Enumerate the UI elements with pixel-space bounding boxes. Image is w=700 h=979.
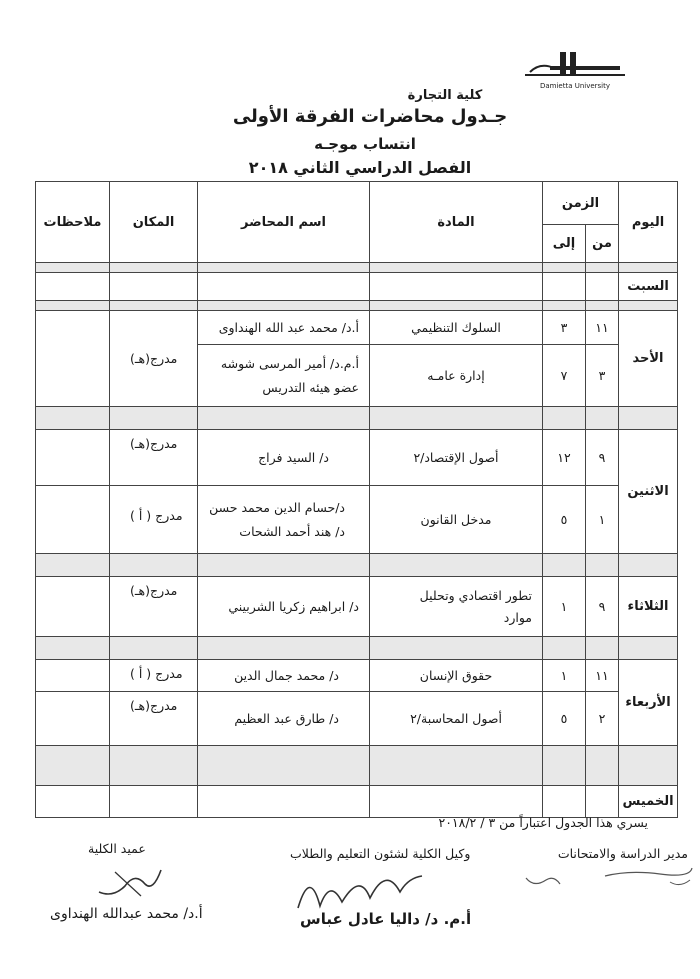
signatory-exams-director: مدير الدراسة والامتحانات: [557, 846, 688, 861]
signature-dean: [95, 862, 165, 902]
day-sunday: الأحد: [619, 311, 678, 407]
notes-cell: [36, 660, 110, 692]
lecturer-line: د/حسام الدين محمد حسن: [209, 499, 345, 515]
header-subject: المادة: [370, 182, 543, 263]
time-to: ١: [543, 577, 586, 637]
vice-dean-name: أ.م. د/ داليا عادل عباس: [300, 910, 472, 928]
faculty-name: كلية التجارة: [407, 88, 483, 103]
lecturer-cell: د/ طارق عبد العظيم: [198, 692, 370, 746]
time-from: ٩: [586, 430, 619, 486]
header-notes: ملاحظات: [36, 182, 110, 263]
row-wednesday-1: [36, 660, 678, 692]
header-lecturer: اسم المحاضر: [198, 182, 370, 263]
signatory-vice-dean: وكيل الكلية لشئون التعليم والطلاب: [290, 846, 471, 861]
notes-cell: [36, 311, 110, 407]
row-saturday: [36, 273, 678, 301]
notes-cell: [36, 692, 110, 746]
place-cell: مدرج ( أ ): [110, 660, 198, 692]
time-to: ١: [543, 660, 586, 692]
subject-cell: السلوك التنظيمي: [370, 311, 543, 345]
lecturer-cell: د/ السيد فراج: [198, 430, 370, 486]
place-cell: مدرج(هـ): [110, 577, 198, 637]
row-thursday: [36, 786, 678, 818]
signatory-dean: عميد الكلية: [88, 841, 146, 856]
day-thursday: الخميس: [619, 786, 678, 818]
signature-scribble-exams: [600, 862, 695, 892]
header-day: اليوم: [619, 182, 678, 263]
subject-cell: [370, 577, 543, 637]
dean-name: أ.د/ محمد عبدالله الهنداوى: [50, 906, 203, 922]
separator-row: [36, 301, 678, 311]
notes-cell: [36, 430, 110, 486]
lecturer-cell: أ.د/ محمد عبد الله الهنداوى: [198, 311, 370, 345]
place-cell: مدرج(هـ): [110, 692, 198, 746]
page-title: جـدول محاضرات الفرقة الأولى: [232, 106, 508, 127]
day-tuesday: الثلاثاء: [619, 577, 678, 637]
header-place: المكان: [110, 182, 198, 263]
university-logo: [520, 48, 630, 102]
subject-line: موارد: [503, 609, 532, 625]
notes-cell: [36, 486, 110, 554]
row-monday-2: [36, 486, 678, 554]
row-wednesday-2: [36, 692, 678, 746]
place-cell: مدرج ( أ ): [110, 486, 198, 554]
row-monday-1: [36, 430, 678, 486]
signature-mark-exams: [520, 872, 570, 892]
header-to: إلى: [543, 225, 586, 263]
separator-row: [36, 637, 678, 660]
schedule-table: [35, 181, 678, 818]
signature-vice-dean: [290, 858, 430, 918]
lecturer-line: عضو هيئه التدريس: [262, 379, 359, 395]
lecturer-cell: [198, 486, 370, 554]
time-to: ٧: [543, 345, 586, 407]
separator-row: [36, 263, 678, 273]
time-to: ٥: [543, 486, 586, 554]
lecturer-cell: د/ ابراهيم زكريا الشربيني: [198, 577, 370, 637]
subject-cell: أصول المحاسبة/٢: [370, 692, 543, 746]
subject-cell: حقوق الإنسان: [370, 660, 543, 692]
page-subtitle: انتساب موجـه: [314, 135, 416, 153]
time-to: ٥: [543, 692, 586, 746]
separator-row: [36, 746, 678, 786]
time-to: ٣: [543, 311, 586, 345]
time-from: ٢: [586, 692, 619, 746]
time-from: ١١: [586, 660, 619, 692]
lecturer-cell: د/ محمد جمال الدين: [198, 660, 370, 692]
day-saturday: السبت: [619, 273, 678, 301]
day-monday: الاثنين: [619, 430, 678, 554]
subject-cell: إدارة عامـه: [370, 345, 543, 407]
validity-note: يسري هذا الجدول اعتباراً من ٣ / ٢٠١٨/٢: [438, 815, 648, 830]
row-sunday-1: [36, 311, 678, 345]
header-time: الزمن: [543, 182, 619, 225]
row-tuesday: [36, 577, 678, 637]
place-cell: مدرج(هـ): [110, 311, 198, 407]
time-from: ١: [586, 486, 619, 554]
logo-caption: Damietta University: [539, 82, 611, 90]
lecturer-line: د/ هند أحمد الشحات: [239, 523, 345, 539]
time-to: ١٢: [543, 430, 586, 486]
separator-row: [36, 407, 678, 430]
subject-cell: مدخل القانون: [370, 486, 543, 554]
header-row-1: [36, 182, 678, 225]
place-cell: مدرج(هـ): [110, 430, 198, 486]
time-from: ٣: [586, 345, 619, 407]
subject-line: تطور اقتصادي وتحليل: [419, 587, 532, 603]
day-wednesday: الأربعاء: [619, 660, 678, 746]
subject-cell: أصول الإقتصاد/٢: [370, 430, 543, 486]
lecturer-line: أ.م.د/ أمير المرسى شوشه: [220, 355, 359, 371]
time-from: ٩: [586, 577, 619, 637]
time-from: ١١: [586, 311, 619, 345]
separator-row: [36, 554, 678, 577]
lecturer-cell: [198, 345, 370, 407]
header-from: من: [586, 225, 619, 263]
notes-cell: [36, 577, 110, 637]
term-label: الفصل الدراسي الثاني ٢٠١٨: [248, 158, 472, 177]
